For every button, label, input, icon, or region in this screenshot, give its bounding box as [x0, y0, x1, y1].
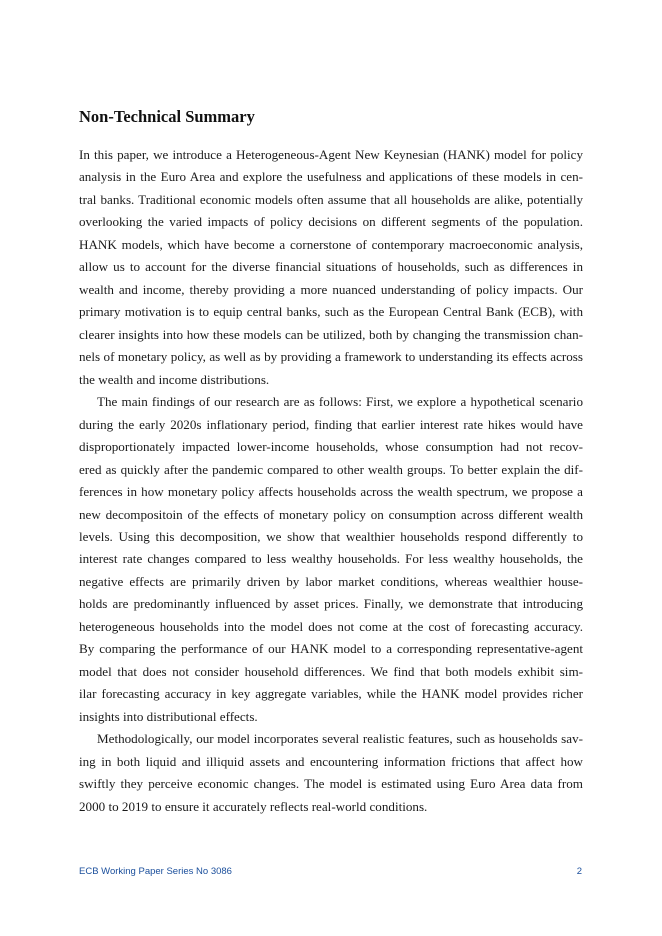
text-line: wealth and income, thereby providing a more nuanced understanding of policy impacts. Our	[79, 281, 583, 297]
text-line: ered as quickly after the pandemic compared to other wealth groups. To better explain the dif-	[79, 461, 583, 477]
text-line: allow us to account for the diverse financial situations of households, such as differences in	[79, 259, 583, 275]
text-line: interest rate changes compared to less wealthy households. For less wealthy households, the	[79, 551, 583, 567]
text-line: during the early 2020s inflationary period, finding that earlier interest rate hikes would have	[79, 416, 583, 432]
text-line: disproportionately impacted lower-income households, whose consumption had not recov-	[79, 439, 583, 455]
text-line: By comparing the performance of our HANK model to a corresponding representative-agent	[79, 641, 583, 657]
text-line: ing in both liquid and illiquid assets and encountering information frictions that affect how	[79, 753, 583, 769]
paragraph-1	[79, 144, 583, 391]
text-line: Methodologically, our model incorporates several realistic features, such as households sav-	[97, 731, 583, 747]
text-line: overlooking the varied impacts of policy decisions on different segments of the population.	[79, 214, 583, 230]
footer-page-number: 2	[576, 866, 582, 877]
summary-body	[79, 144, 583, 818]
text-line: levels. Using this decomposition, we show that wealthier households respond differently to	[79, 528, 583, 544]
text-line: 2000 to 2019 to ensure it accurately reflects real-world conditions.	[79, 798, 428, 814]
text-line: negative effects are primarily driven by labor market conditions, whereas wealthier house-	[79, 573, 583, 589]
footer-series-label: ECB Working Paper Series No 3086	[79, 866, 232, 877]
text-line: insights into distributional effects.	[79, 708, 258, 724]
paragraph-2	[79, 391, 583, 728]
text-line: the wealth and income distributions.	[79, 371, 270, 387]
text-line: tral banks. Traditional economic models often assume that all households are alike, potentially	[79, 191, 583, 207]
text-line: HANK models, which have become a cornerstone of contemporary macroeconomic analysis,	[79, 236, 583, 252]
paragraph-3	[79, 728, 583, 818]
text-line: heterogeneous households into the model does not come at the cost of forecasting accuracy.	[79, 618, 583, 634]
text-line: ilar forecasting accuracy in key aggregate variables, while the HANK model provides richer	[79, 686, 583, 702]
text-line: analysis in the Euro Area and explore the usefulness and applications of these models in cen-	[79, 169, 583, 185]
page-title: Non-Technical Summary	[79, 107, 255, 126]
text-line: clearer insights into how these models can be utilized, both by changing the transmission chan-	[79, 326, 583, 342]
text-line: new decompositoin of the effects of monetary policy on consumption across different wealth	[79, 506, 583, 522]
text-line: swiftly they perceive economic changes. The model is estimated using Euro Area data from	[79, 776, 583, 792]
text-line: ferences in how monetary policy affects households across the wealth spectrum, we propose a	[79, 484, 583, 500]
text-line: The main findings of our research are as follows: First, we explore a hypothetical scenario	[97, 394, 583, 410]
text-line: model that does not consider household differences. We find that both models exhibit sim-	[79, 663, 583, 679]
text-line: nels of monetary policy, as well as by providing a framework to understanding its effects across	[79, 349, 583, 365]
text-line: holds are predominantly influenced by asset prices. Finally, we demonstrate that introducing	[79, 596, 583, 612]
text-line: primary motivation is to equip central banks, such as the European Central Bank (ECB), with	[79, 304, 583, 320]
text-line: In this paper, we introduce a Heterogeneous-Agent New Keynesian (HANK) model for policy	[79, 147, 583, 162]
